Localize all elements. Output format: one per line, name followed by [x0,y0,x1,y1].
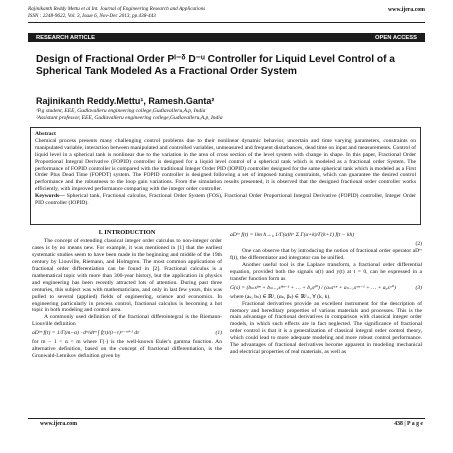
keywords-text: Spherical tank, Fractional calculus, Fractional Order System (FOS), Fractional Order Proportional Integral Derivative (FOPID) controller, Integer Order PID controller (IOPID). [35,193,416,207]
section-heading-introduction: I. INTRODUCTION [98,229,156,236]
equation-2-number: (2) [415,240,422,247]
right-paragraph-1: One can observe that by introducing the notion of fractional order operator aDᵗᵅ f(t), the differentiator and integrator can be unified. [230,247,422,261]
equation-3 [230,285,422,292]
equation-2-body: aDᵗᵅ f(t) = lim h→₀ 1/Γ(α)hᵅ Σ Γ(α+k)/Γ(k+1) f(t − kh) [230,232,355,238]
right-column [230,230,422,356]
footer-rule [28,418,425,419]
page-number: 438 | P a g e [394,421,423,427]
equation-3-number: (3) [415,284,422,291]
equation-1-number: (1) [215,330,222,337]
author-affiliations [36,108,223,122]
header-url-link[interactable]: www.ijera.com [387,7,425,13]
right-paragraph-2: Another useful tool is the Laplace transform, a fractional order differential equation, provided both the signals u(t) and y(t) at t = 0, can be expressed in a transfer function form as [230,261,422,282]
paper-title: Design of Fractional Order Pᴵ⁻ᵟ D⁻ᵘ Controller for Liquid Level Control of a Spherical Tank Modeled As a Fractional Order System [36,54,395,77]
research-article-label: RESEARCH ARTICLE [36,34,96,41]
equation-3-body: G(s) = (bₘsᵝᵐ + bₘ₋₁sᵝᵐ⁻¹ + … + b₀sᵝ⁰) / (aₙsᵅⁿ + aₙ₋₁sᵅⁿ⁻¹ + … + a₀sᵅ⁰) [230,284,397,291]
footer-url-link[interactable]: www.ijera.com [40,421,78,427]
abstract-box: Abstract Chemical process presents many challenging control problems due to their nonlinear dynamic behavior, uncertain and time varying parameters, constraints on manipulated variable, interaction between manipulated and controlled variables, unmeasured and frequent disturbances, dead time on input and measurements. Control of liquid level in a spherical tank is nonlinear due to the variation in the area of cross section of the level system with change in shape. In this paper, Fractional Order Proportional Integral Derivative (FOPID) controller is designed for a liquid level control of a spherical tank which is modeled as a fractional order System. The performance of FOPID controller is compared with the traditional Integer Order PID (IOPID) controller designed for the same spherical tank which is modeled as a First Order Plus Dead Time (FOPDT) system. The FOPID controller is designed following a set of imposed tuning constraints, which can guarantee the desired control performance and the robustness to the loop gain variations. From the simulation results presented, it is observed that the designed fractional order controller works efficiently, with improved performance comparing with the integer order controller. Keywords— Spherical tank, Fractional calculus, Fractional Order System (FOS), Fractional Order Proportional Integral Derivative (FOPID) controller, Integer Order PID controller (IOPID). [30,127,421,225]
equation-1 [32,330,222,337]
left-column [32,230,222,360]
journal-issn-line: ISSN : 2248-9622, Vol. 3, Issue 6, Nov-Dec 2013, pp.438-443 [28,12,156,19]
affiliation-2: ²Assistant professor, EEE, Gudlavalleru engineering college,Gudlavalleru,A.p, India [36,115,223,121]
journal-header [28,6,205,19]
article-type-banner [28,33,425,42]
keywords-label: Keywords [35,193,60,200]
right-paragraph-4: Fractional derivatives provide an excellent instrument for the description of memory and hereditary properties of various materials and processes. This is the main advantage of fractional derivatives in comparison with classical integer order models, in which such effects are in fact neglected. The significance of fractional order control is that it is a generalization of classical integral order control theory, which could lead to more adequate modeling and more robust control performance. The advantages of fractional derivatives become apparent in modeling mechanical and electrical properties of real materials, as well as [230,300,422,356]
abstract-text: Chemical process presents many challenging control problems due to their nonlinear dynamic behavior, uncertain and time varying parameters, constraints on manipulated variable, interaction between manipulated and controlled variables, unmeasured and frequent disturbances, dead time on input and measurements. Control of liquid level in a spherical tank is nonlinear due to the variation in the area of cross section of the level system with change in shape. In this paper, Fractional Order Proportional Integral Derivative (FOPID) controller is designed for a liquid level control of a spherical tank which is modeled as a fractional order System. The performance of FOPID controller is compared with the traditional Integer Order PID (IOPID) controller designed for the same spherical tank which is modeled as a First Order Plus Dead Time (FOPDT) system. The FOPID controller is designed following a set of imposed tuning constraints, which can guarantee the desired control performance and the robustness to the loop gain variations. From the simulation results presented, it is observed that the designed fractional order controller works efficiently, with improved performance comparing with the integer order controller. [35,137,416,193]
paper-authors: Rajinikanth Reddy.Mettu¹, Ramesh.Ganta² [36,96,215,106]
intro-paragraph-3: for m − 1 < α < m where Γ(·) is the well-known Euler's gamma function. An alternative definition, based on the concept of fractional differentiation, is the Grunwald-Letnikov definition given by [32,339,222,360]
journal-citation-line: Rajinikanth Reddy Mettu et al Int. Journal of Engineering Research and Applications [28,6,206,12]
affiliation-1: ¹P.g student, EEE, Gudlavalleru engineering college,Gudlavalleru,A.p, India [36,108,206,114]
intro-paragraph-1: The concept of extending classical integer order calculus to non-integer order cases is by no means new. For example, it was mentioned in [1] that the earliest systematic studies seem to have been made in the beginning and middle of the 19th century by Liouville, Riemann, and Holmgren. The most common applications of fractional order differentiation can be found in [2]. Fractional calculus is a mathematical topic with more than 300-year history, but the application in physics and engineering has been recently attracted lots of attention. During past three centuries, this subject was with mathematicians, and only in last few years, this was pulled to several (applied) fields of engineering, science and economics. In engineering particularly in process control, fractional calculus is becoming a hot topic in both modeling and control area. [32,237,222,314]
right-paragraph-3: where (aₖ, bₖ) ∈ ℝ², (αₖ, βₖ) ∈ ℝ²₊, ∀ (k, k). [230,293,331,300]
abstract-heading: Abstract [35,131,56,137]
equation-1-body: aDᵗᵐ f(t) = 1/Γ(m−α) · dᵐ/dtᵐ ∫ f(τ)/(t−τ)ᵅ⁻ᵐ⁺¹ dτ [32,330,140,337]
header-rule [28,22,425,23]
equation-2 [230,232,422,239]
intro-paragraph-2: A commonly used definition of the fractional differointegral is the Riemann-Liouville definition [32,314,222,328]
open-access-label: OPEN ACCESS [375,34,417,41]
